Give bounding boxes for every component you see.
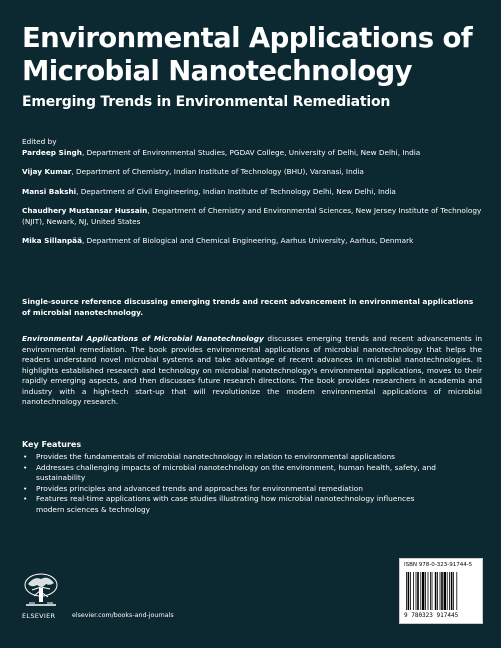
editor-affiliation: , Department of Civil Engineering, Indian Institute of Technology Delhi, New Delhi, India [76, 186, 396, 196]
book-title: Environmental Applications of Microbial Nanotechnology [22, 22, 473, 87]
key-feature-item: • Provides the fundamentals of microbial nanotechnology in relation to environmental applications [22, 452, 442, 463]
key-features-heading: Key Features [22, 440, 82, 449]
editor-entry [22, 236, 484, 247]
editor-affiliation: , Department of Biological and Chemical Engineering, Aarhus University, Aarhus, Denmark [82, 236, 414, 245]
isbn-digits: 9 780323 917445 [404, 612, 459, 619]
editor-name: Mika Sillanpää [22, 236, 83, 245]
key-feature-item: • Provides principles and advanced trends and approaches for environmental remediation [22, 484, 442, 495]
editor-affiliation: , Department of Environmental Studies, PGDAV College, University of Delhi, New Delhi, India [81, 147, 421, 157]
editor-entry [22, 206, 484, 227]
editor-name: Mansi Bakshi [22, 186, 77, 196]
tagline: Single-source reference discussing emerging trends and recent advancement in environmental applications of microbial nanotechnology. [22, 297, 474, 317]
barcode-bars [406, 572, 476, 610]
isbn-label: ISBN 978-0-323-91744-5 [404, 562, 473, 568]
editor-affiliation: , Department of Chemistry, Indian Institute of Technology (BHU), Varanasi, India [71, 167, 364, 176]
description-book-title: Environmental Applications of Microbial Nanotechnology [22, 334, 264, 343]
key-feature-item: • Addresses challenging impacts of microbial nanotechnology on the environment, human health, safety, and sustainability [22, 463, 442, 484]
book-subtitle: Emerging Trends in Environmental Remediation [22, 94, 391, 110]
editor-entry [22, 148, 484, 159]
editors-section [22, 137, 484, 256]
editor-name: Vijay Kumar [22, 167, 72, 176]
editor-name: Pardeep Singh [22, 147, 82, 157]
editor-name: Chaudhery Mustansar Hussain [22, 206, 148, 215]
editor-affiliation: , Department of Chemistry and Environmental Sciences, New Jersey Institute of Technology (NJIT), Newark, NJ, United States [22, 206, 482, 226]
editor-entry [22, 187, 484, 198]
key-feature-item: • Features real-time applications with case studies illustrating how microbial nanotechnology influences modern sciences & technology [22, 494, 442, 515]
description-body: discusses emerging trends and recent advancements in environmental remediation. The book provides environmental applications of microbial nanotechnology that helps the readers understand novel microbial systems and take advantage of recent advances in microbial nanotechnologies. It highlights established research and technology on microbial nanotechnology's environmental applications, moves to their rapidly emerging aspects, and then discusses future research directions. The book provides researchers in academia and industry with a high-tech start-up that will revolutionize the modern environmental applications of microbial nanotechnology research. [22, 334, 483, 406]
edited-by-label: Edited by [22, 137, 57, 146]
publisher-url[interactable]: elsevier.com/books-and-journals [72, 612, 174, 619]
isbn-barcode [399, 558, 483, 624]
elsevier-tree-icon [22, 572, 60, 608]
book-description [22, 334, 482, 408]
publisher-name: ELSEVIER [22, 612, 56, 620]
editor-entry [22, 167, 484, 178]
key-features-list [22, 452, 442, 515]
